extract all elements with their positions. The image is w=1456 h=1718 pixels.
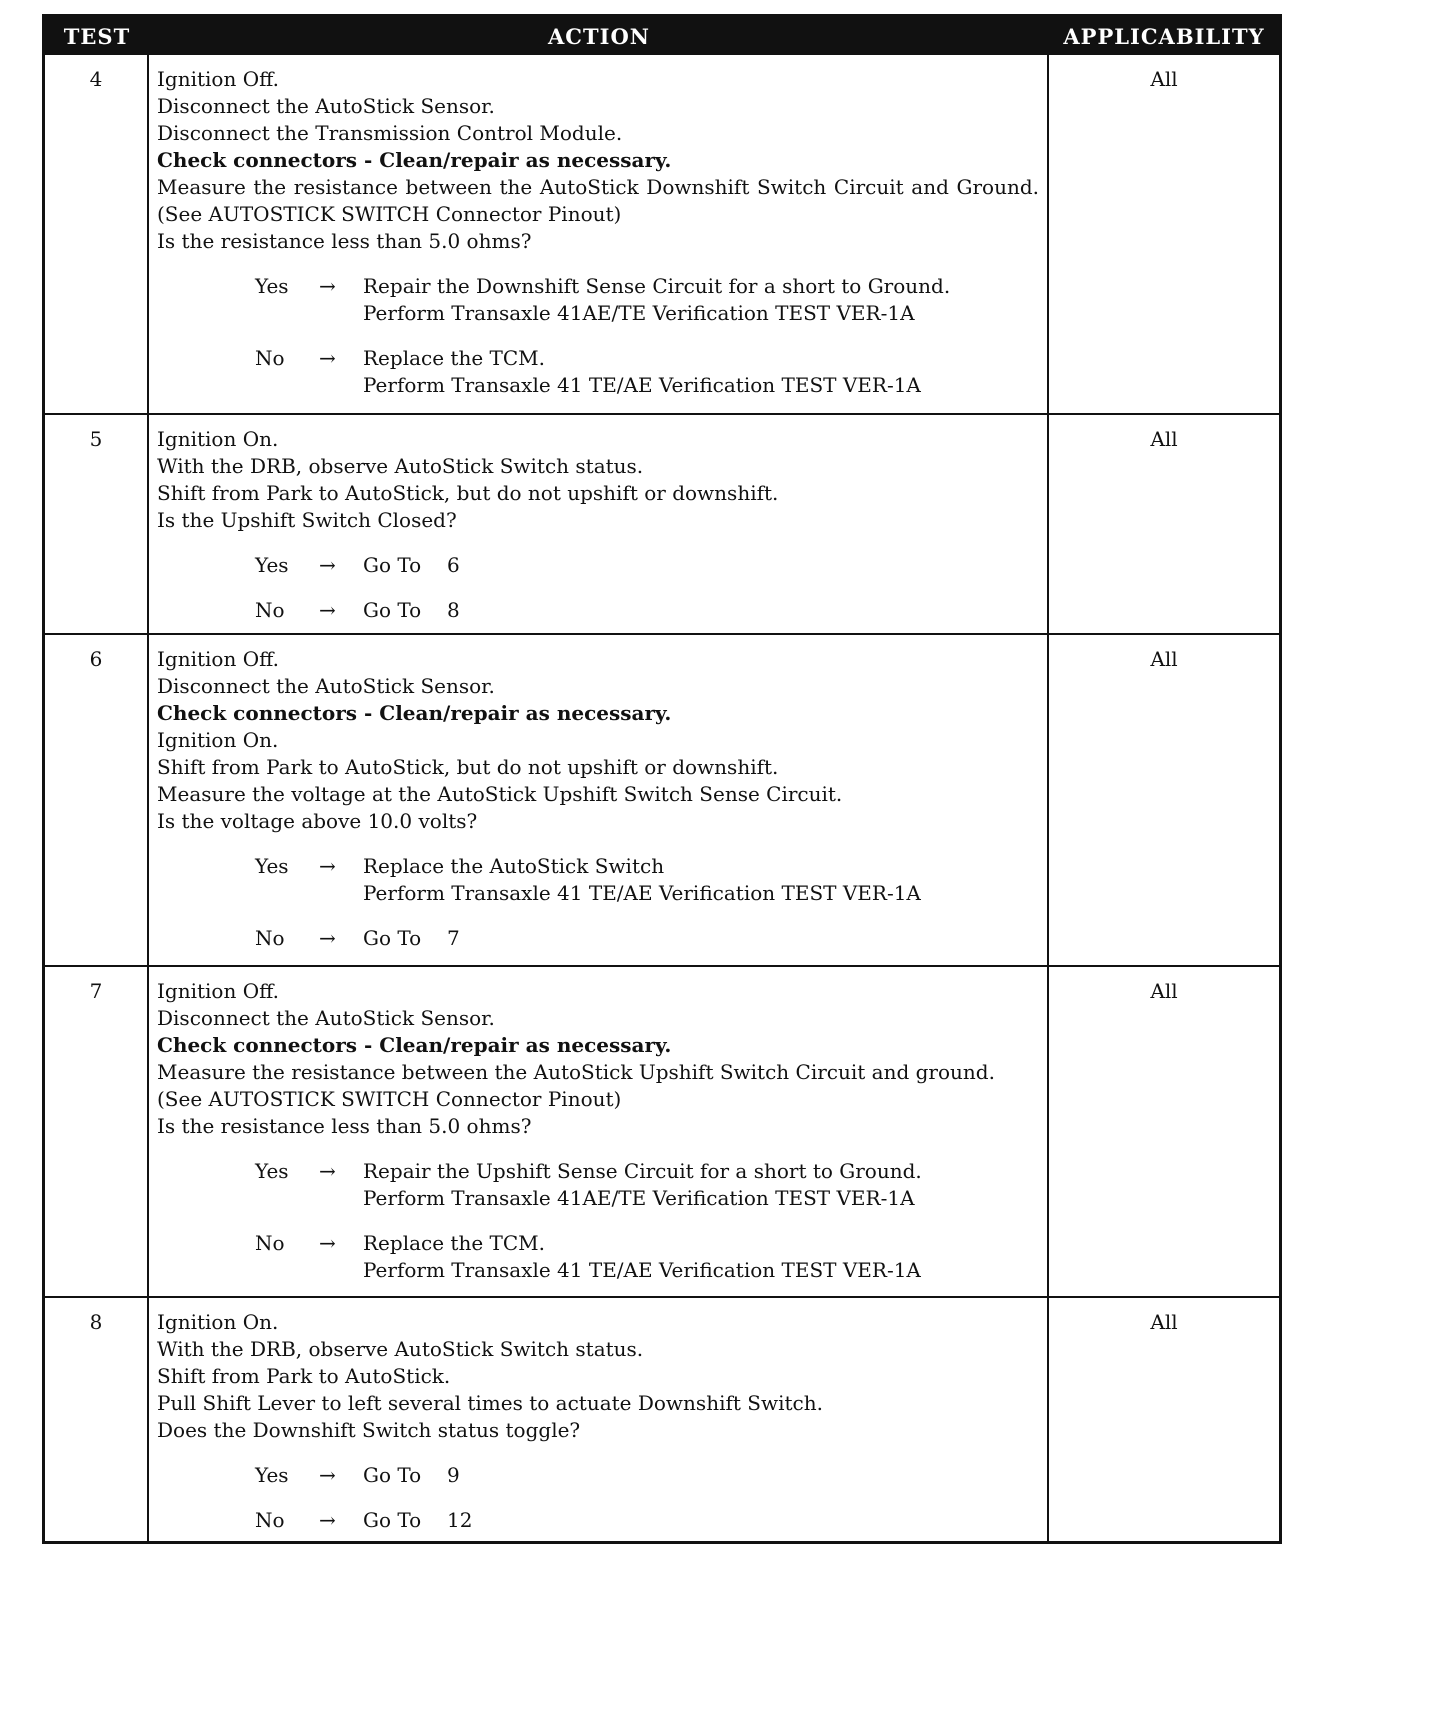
table-body: [45, 55, 1279, 1542]
branch-line: Perform Transaxle 41AE/TE Verification TEST VER-1A: [363, 301, 915, 325]
arrow-icon: →: [319, 553, 336, 577]
arrow-icon: →: [319, 926, 336, 950]
action-question: Is the resistance less than 5.0 ohms?: [157, 229, 532, 253]
action-line-emphasis: Check connectors - Clean/repair as necessary.: [157, 701, 672, 725]
branch-line: Repair the Downshift Sense Circuit for a short to Ground.: [363, 274, 951, 298]
test-number: 5: [45, 415, 149, 635]
branch-yes: [157, 273, 1039, 327]
branch-target: [363, 345, 1039, 399]
applicability-cell: All: [1049, 967, 1279, 1298]
action-cell: [149, 967, 1049, 1298]
header-applicability: APPLICABILITY: [1063, 23, 1265, 49]
branch-yes: [157, 1158, 1039, 1212]
action-line: With the DRB, observe AutoStick Switch status.: [157, 454, 644, 478]
branch-line: Perform Transaxle 41 TE/AE Verification TEST VER-1A: [363, 1258, 921, 1282]
applicability-cell: All: [1049, 415, 1279, 635]
action-line: Disconnect the AutoStick Sensor.: [157, 674, 495, 698]
branch-yes: [157, 1462, 1039, 1489]
branch-target: [363, 925, 1039, 952]
action-line: Ignition Off.: [157, 67, 279, 91]
branch-target: [363, 1507, 1039, 1534]
action-line: Shift from Park to AutoStick.: [157, 1364, 451, 1388]
goto-label: Go To: [363, 553, 422, 577]
goto-target: 7: [447, 926, 460, 950]
goto-label: Go To: [363, 1508, 422, 1532]
branch-target: [363, 273, 1039, 327]
branch-no: [157, 925, 1039, 952]
header-test: TEST: [63, 23, 131, 49]
action-line: Disconnect the AutoStick Sensor.: [157, 1006, 495, 1030]
header-action: ACTION: [548, 23, 650, 49]
action-cell: [149, 415, 1049, 635]
action-line: Measure the voltage at the AutoStick Upshift Switch Sense Circuit.: [157, 782, 843, 806]
branch-label: Yes: [255, 1159, 289, 1183]
branch-label: Yes: [255, 854, 289, 878]
goto-label: Go To: [363, 1463, 422, 1487]
branch-target: [363, 1158, 1039, 1212]
action-question: Is the Upshift Switch Closed?: [157, 508, 457, 532]
branch-line: Perform Transaxle 41 TE/AE Verification TEST VER-1A: [363, 881, 921, 905]
applicability-cell: All: [1049, 635, 1279, 967]
table-header: [45, 17, 1279, 55]
action-question: Is the resistance less than 5.0 ohms?: [157, 1114, 532, 1138]
test-number: 8: [45, 1298, 149, 1542]
goto-target: 6: [447, 553, 460, 577]
arrow-icon: →: [319, 274, 336, 298]
action-line: Measure the resistance between the AutoStick Upshift Switch Circuit and ground.: [157, 1060, 995, 1084]
action-line-emphasis: Check connectors - Clean/repair as necessary.: [157, 1033, 672, 1057]
branch-target: [363, 1230, 1039, 1284]
branch-label: Yes: [255, 553, 289, 577]
action-question: Is the voltage above 10.0 volts?: [157, 809, 478, 833]
goto-target: 12: [447, 1508, 473, 1532]
action-line: Shift from Park to AutoStick, but do not upshift or downshift.: [157, 481, 779, 505]
action-line: Ignition Off.: [157, 979, 279, 1003]
goto-target: 8: [447, 598, 460, 622]
applicability-cell: All: [1150, 1310, 1178, 1334]
arrow-icon: →: [319, 854, 336, 878]
action-cell: [149, 635, 1049, 967]
branch-line: Replace the AutoStick Switch: [363, 854, 665, 878]
branch-target: [363, 597, 1039, 624]
branch-line: Replace the TCM.: [363, 346, 546, 370]
branch-yes: [157, 552, 1039, 579]
branch-line: Repair the Upshift Sense Circuit for a short to Ground.: [363, 1159, 922, 1183]
arrow-icon: →: [319, 1231, 336, 1255]
action-line-emphasis: Check connectors - Clean/repair as necessary.: [157, 148, 672, 172]
branch-line: Replace the TCM.: [363, 1231, 546, 1255]
action-line: Disconnect the AutoStick Sensor.: [157, 94, 495, 118]
action-cell: [149, 55, 1049, 415]
action-question: Does the Downshift Switch status toggle?: [157, 1418, 581, 1442]
action-line: Ignition On.: [157, 427, 279, 451]
branch-target: [363, 853, 1039, 907]
action-line: With the DRB, observe AutoStick Switch status.: [157, 1337, 644, 1361]
branch-line: Perform Transaxle 41 TE/AE Verification TEST VER-1A: [363, 373, 921, 397]
branch-label: No: [255, 1231, 285, 1255]
action-line: Shift from Park to AutoStick, but do not upshift or downshift.: [157, 755, 779, 779]
branch-no: [157, 1230, 1039, 1284]
test-number: 6: [45, 635, 149, 967]
diagnostic-test-table: [42, 14, 1282, 1544]
branch-label: No: [255, 926, 285, 950]
branch-label: No: [255, 1508, 285, 1532]
goto-label: Go To: [363, 598, 422, 622]
arrow-icon: →: [319, 598, 336, 622]
branch-no: [157, 597, 1039, 624]
action-line: Measure the resistance between the AutoStick Downshift Switch Circuit and Ground. (See AUTOSTICK SWITCH Connector Pinout): [157, 175, 1046, 226]
branch-label: No: [255, 598, 285, 622]
goto-target: 9: [447, 1463, 460, 1487]
action-cell: [149, 1298, 1049, 1542]
branch-yes: [157, 853, 1039, 907]
action-line: Pull Shift Lever to left several times to actuate Downshift Switch.: [157, 1391, 823, 1415]
test-number: 7: [45, 967, 149, 1298]
branch-target: [363, 1462, 1039, 1489]
arrow-icon: →: [319, 1508, 336, 1532]
arrow-icon: →: [319, 346, 336, 370]
test-number: 4: [45, 55, 149, 415]
arrow-icon: →: [319, 1159, 336, 1183]
action-line: Ignition On.: [157, 1310, 279, 1334]
action-line: Disconnect the Transmission Control Module.: [157, 121, 623, 145]
branch-label: No: [255, 346, 285, 370]
action-line: (See AUTOSTICK SWITCH Connector Pinout): [157, 1087, 622, 1111]
goto-label: Go To: [363, 926, 422, 950]
branch-label: Yes: [255, 274, 289, 298]
branch-label: Yes: [255, 1463, 289, 1487]
action-line: Ignition On.: [157, 728, 279, 752]
branch-no: [157, 345, 1039, 399]
branch-target: [363, 552, 1039, 579]
action-line: Ignition Off.: [157, 647, 279, 671]
arrow-icon: →: [319, 1463, 336, 1487]
branch-no: [157, 1507, 1039, 1534]
applicability-cell: All: [1049, 55, 1279, 415]
branch-line: Perform Transaxle 41AE/TE Verification TEST VER-1A: [363, 1186, 915, 1210]
